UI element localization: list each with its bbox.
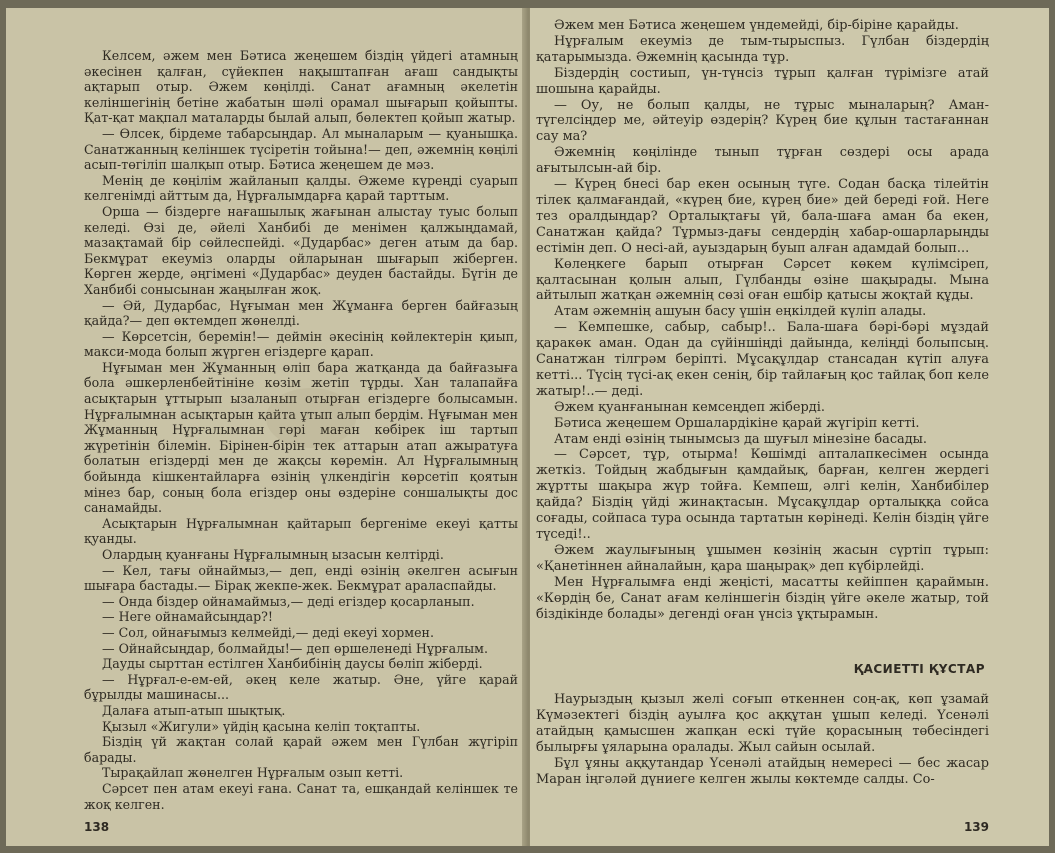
paragraph: Менің де көңілім жайланып қалды. Әжеме күреңді суарып келгенімді айттым да, Нұрғалымдарға қарай тарттым. xyxy=(84,172,518,204)
paragraph: Олардың қуанғаны Нұрғалымның ызасын келтірді. xyxy=(102,547,444,562)
paragraph: Нұғыман мен Жұманның өліп бара жатқанда да байғазыға бола әшкерленбейтініне көзім жетіп тұрды. Хан талапайға асықтарын ұттырып ызаланып отырған егіздерге болысамын. Нұрғалымнан асықтарын қайта ұтып алып бердім. Нұғыман мен Жұманның Нұрғалымнан гөрі маған көбірек іш тартып жүретінін білемін. Бірінен-бірін тек аттарын атап ажыратуға болатын егіздерді мен де жақсы көремін. Ал Нұрғалымның бойында кішкентайларға өзінің үлкендігін көрсетіп қоятын мінез бар, соның бола егіздер оны өздеріне соншалықты дос санамайды. xyxy=(84,359,518,516)
page-number: 139 xyxy=(963,820,989,834)
paragraph: Бәтиса жеңешем Оршалардікіне қарай жүгіріп кетті. xyxy=(554,415,920,431)
paragraph: — Күрең бнесі бар екен осының түге. Содан басқа тілейтін тілек қалмағандай, «күрең бие, күрең бие» дей береді ғой. Неге тез оралдыңдар? Орталықтағы үй, бала-шаға аман ба екен, Санатжан қайда? Тұрмыз-дағы сендердің хабар-ошарларыңды естімін деп. О несі-ай, ауыздарың буып алған адамдай болып... xyxy=(536,177,989,256)
paragraph: Қызыл «Жигули» үйдің қасына келіп тоқтапты. xyxy=(102,718,421,734)
paragraph: — Өлсек, бірдеме табарсыңдар. Ал мыналарым — қуанышқа. Санатжанның келіншек түсіретін тойына!— деп, әжемнің көңілі асып-төгіліп шалқып отыр. Бәтиса жеңешем де мәз. xyxy=(84,125,518,173)
paragraph: — Неге ойнамайсыңдар?! xyxy=(102,609,273,625)
paragraph: — Нұрғал-е-ем-ей, әкең келе жатыр. Әне, үйге қарай бұрылды машинасы... xyxy=(84,671,518,703)
paragraph: — Кемпешке, сабыр, сабыр!.. Бала-шаға бәрі-бәрі мұздай қаракөк аман. Одан да сүйіншіңді дайында, келіңді болыпсың. Санатжан тілгрәм беріпті. Мұсақұлдар стансадан күтіп алуға кетті... Түсің түсі-ақ екен сенің, бір тайлағың қос тайлақ боп келе жатыр!..— деді. xyxy=(536,320,989,399)
right-page xyxy=(530,8,1049,846)
paragraph: Біздің үй жақтан солай қарай әжем мен Гүлбан жүгіріп барады. xyxy=(84,734,518,765)
page-stain xyxy=(266,388,356,448)
paragraph: Әжем жаулығының ұшымен көзінің жасын сүртіп тұрып: «Қанетіннен айналайын, қара шаңырақ» деп күбірлейді. xyxy=(536,542,989,574)
paragraph: Әжем мен Бәтиса жеңешем үндемейді, бір-біріне қарайды. xyxy=(554,18,959,33)
paragraph: — Кел, тағы ойнаймыз,— деп, енді өзінің әкелген асығын шығара бастады.— Бірақ жекпе-жек. Бекмұрат араласпайды. xyxy=(84,562,518,594)
paragraph: — Көрсетсін, беремін!— деймін әкесінің көйлектерін қиып, макси-мода болып жүрген егіздерге қарап. xyxy=(84,328,518,360)
paragraph: Асықтарын Нұрғалымнан қайтарып бергеніме екеуі қатты қуанды. xyxy=(84,515,518,547)
paragraph: Сәрсет пен атам екеуі ғана. Санат та, ешқандай келіншек те жоқ келген. xyxy=(84,780,518,812)
paragraph: Біздердің состиып, үн-түнсіз тұрып қалған түрімізге атай шошына қарайды. xyxy=(536,65,989,97)
paragraph: — Ойнайсыңдар, болмайды!— деп өршеленеді Нұрғалым. xyxy=(102,640,488,656)
paragraph: — Әй, Дударбас, Нұғыман мен Жұманға берген байғазың қайда?— деп өктемдеп жөнелді. xyxy=(84,297,518,329)
left-page xyxy=(6,8,526,846)
right-text-column xyxy=(536,18,989,788)
paragraph: Мен Нұрғалымға енді жеңісті, масатты кейіппен қараймын. «Көрдің бе, Санат ағам келіншегін біздің үйге әкеле жатыр, той біздікінде болады» дегенді оған үнсіз ұқтырамын. xyxy=(536,574,989,622)
paragraph: Наурыздың қызыл желі соғып өткеннен соң-ақ, көп ұзамай Күмәзектегі біздің ауылға қос аққұтан ұшып келеді. Үсенәлі атайдың қамысшен жапқан ескі түйе қорасының төбесіндегі былырғы ұяларына оралады. Жыл сайын осылай. xyxy=(536,692,989,756)
paragraph: Тырақайлап жөнелген Нұрғалым озып кетті. xyxy=(102,765,404,781)
paragraph: Әжемнің көңілінде тынып тұрған сөздері осы арада ағытылсын-ай бір. xyxy=(536,145,989,177)
paragraph: Бұл ұяны аққутандар Үсенәлі атайдың немересі — бес жасар Маран іңгәләй дүниеге келген жылы көктемде салды. Со- xyxy=(536,756,989,787)
paragraph: — Онда біздер ойнамаймыз,— деді егіздер қосарланып. xyxy=(102,593,475,609)
paragraph: Келсем, әжем мен Бәтиса жеңешем біздің үйдегі атамның әкесінен қалған, сүйекпен нақыштапған ағаш сандықты ақтарып отыр. Әжем көңілді. Санат ағамның әкелетін келіншегінің бетіне жабатын шәлі орамал шығарып қойыпты. Қат-қат мақпал маталарды былай алып, бөлектеп қойып жатыр. xyxy=(84,48,518,126)
paragraph: Көлеңкеге барып отырған Сәрсет көкем күлімсіреп, қалтасынан қолын алып, Гүлбанды өзіне шақырады. Мына айтылып жатқан әжемнің сөзі оған ешбір қатысы жоқтай құды. xyxy=(536,256,989,304)
section-title: ҚАСИЕТТІ ҚҰСТАР xyxy=(853,662,985,677)
paragraph: — Оу, не болып қалды, не тұрыс мыналарың? Аман-түгелсіңдер ме, әйтеуір өздерің? Күрең бие құлын тастағаннан сау ма? xyxy=(536,97,989,145)
paragraph: Атам әжемнің ашуын басу үшін еңкілдей күліп алады. xyxy=(554,304,927,320)
paragraph: — Сол, ойнағымыз келмейді,— деді екеуі хормен. xyxy=(102,624,434,640)
page-number: 138 xyxy=(84,820,110,834)
paragraph: Далаға атып-атып шықтық. xyxy=(102,702,286,718)
paragraph: — Сәрсет, тұр, отырма! Көшімді апталапкесімен осында жеткіз. Тойдың жабдығын қамдайық, барған, келген жердегі жұртты шақыра жүр тойға. Кемпеш, әлгі келін, Ханбибілер қайда? Біздің үйді жинақтасын. Мұсақұлдар орталыққа сойса соғады, сойпаса тура осында тартатын көрінеді. Келін біздің үйге түседі!.. xyxy=(536,447,989,542)
paragraph: Атам енді өзінің тынымсыз да шуғыл мінезіне басады. xyxy=(554,431,928,447)
paragraph: Нұрғалым екеуміз де тым-тырыспыз. Гүлбан біздердің қатарымызда. Әжемнің қасында тұр. xyxy=(536,33,989,65)
paragraph: Дауды сырттан естілген Ханбибінің даусы бөліп жіберді. xyxy=(102,656,483,672)
paragraph: Орша — біздерге нағашылық жағынан алыстау туыс болып келеді. Өзі де, әйелі Ханбибі де менімен қалжыңдамай, мазақтамай бір сөйлеспейді. «Дударбас» деген атым да бар. Бекмұрат екеуміз оларды ойларынан шығарып жіберген. Көрген жерде, әңгімені «Дударбас» деуден бастайды. Бүгін де Ханбибі сонысынан жаңылған жоқ. xyxy=(84,203,518,297)
paragraph: Әжем қуанғанынан кемсеңдеп жіберді. xyxy=(554,399,825,415)
